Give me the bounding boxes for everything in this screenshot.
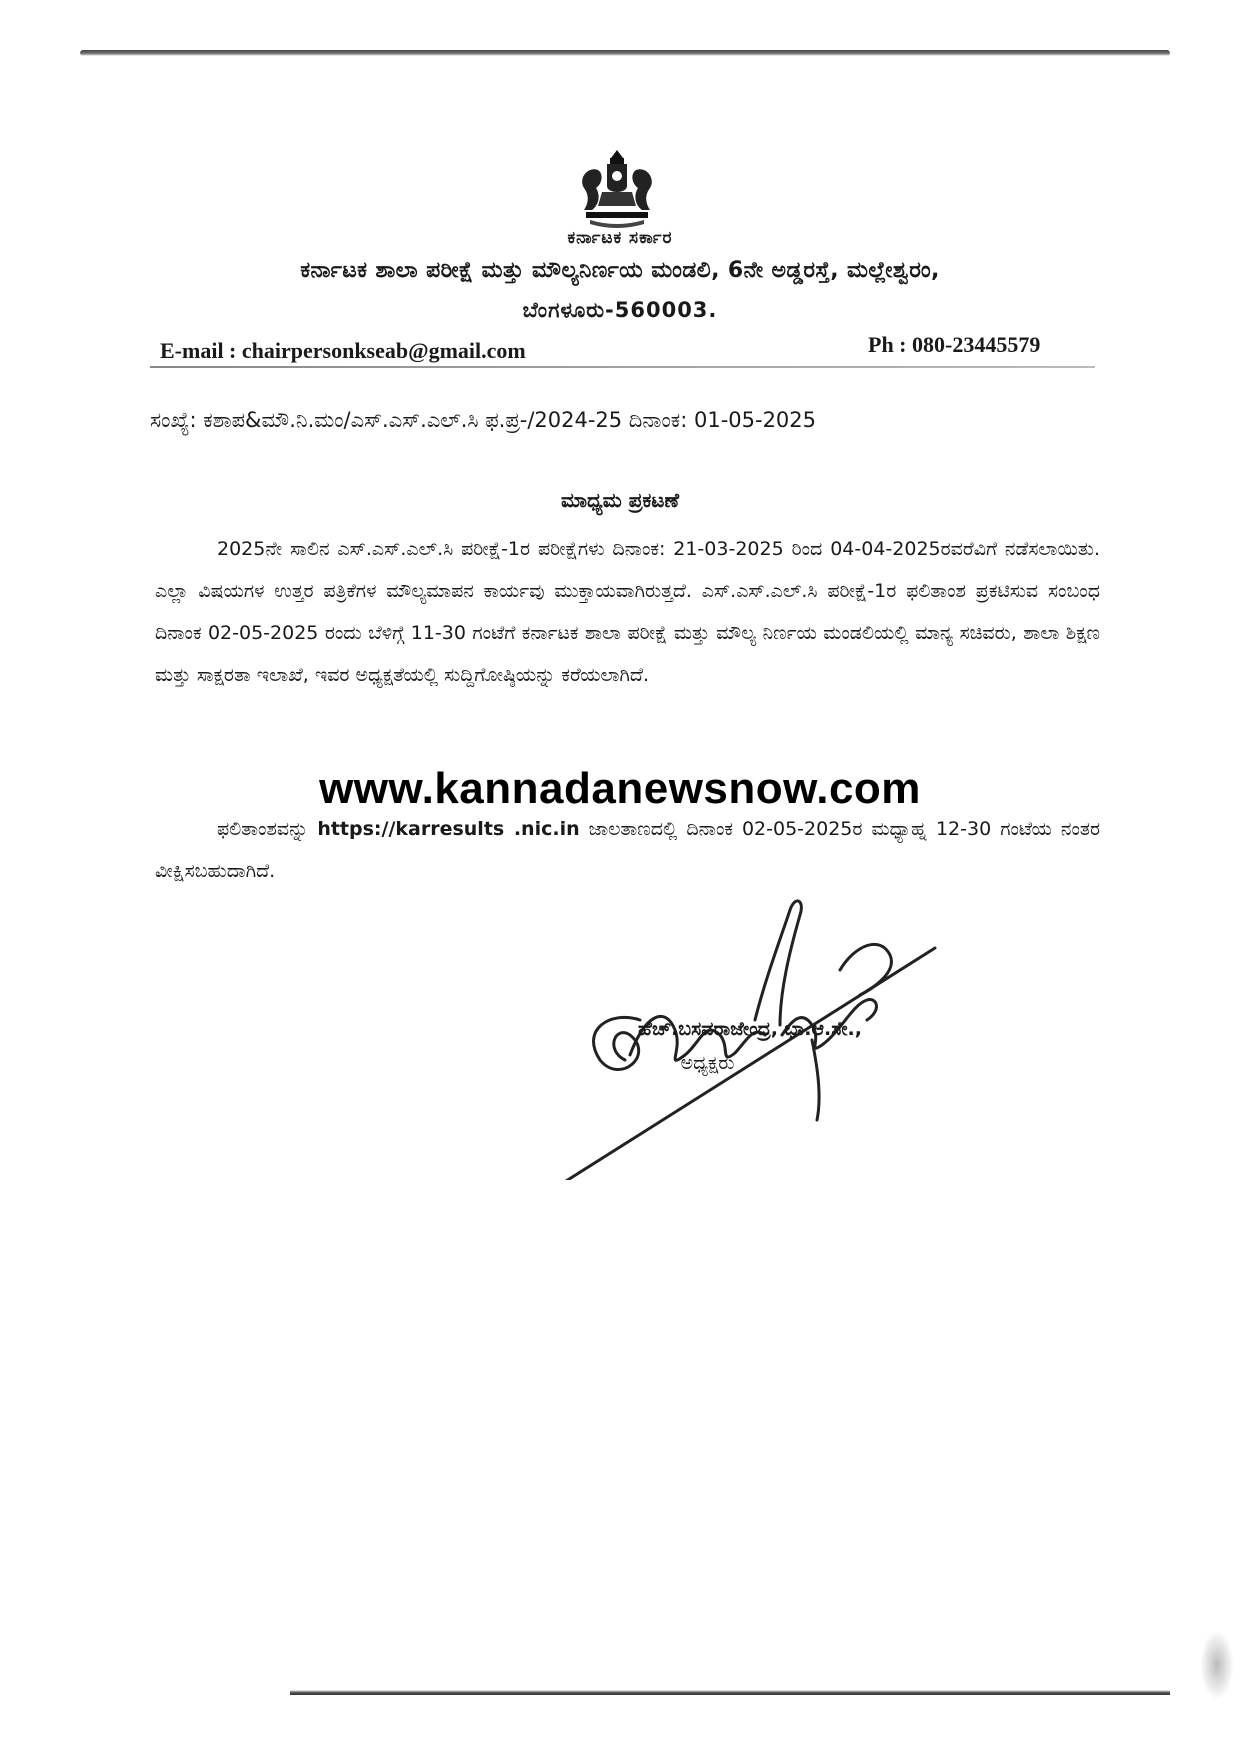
karnataka-emblem-icon <box>572 148 662 228</box>
email-contact: E-mail : chairpersonkseab@gmail.com <box>160 338 526 363</box>
signatory-name: ಹೆಚ್.ಬಸವರಾಜೇಂದ್ರ, ಭಾ.ಆ.ಸೇ., <box>638 1018 862 1040</box>
document-heading: ಮಾಧ್ಯಮ ಪ್ರಕಟಣೆ <box>560 488 680 512</box>
paragraph-1-text: 2025ನೇ ಸಾಲಿನ ಎಸ್.ಎಸ್.ಎಲ್.ಸಿ ಪರೀಕ್ಷೆ-1ರ ಪರೀಕ್ಷೆಗಳು ದಿನಾಂಕ: 21-03-2025 ರಿಂದ 04-04-2025ರವರೆವಿಗೆ ನಡೆಸಲಾಯಿತು. ಎಲ್ಲಾ ವಿಷಯಗಳ ಉತ್ತರ ಪತ್ರಿಕೆಗಳ ಮೌಲ್ಯಮಾಪನ ಕಾರ್ಯವು ಮುಕ್ತಾಯವಾಗಿರುತ್ತದೆ. ಎಸ್.ಎಸ್.ಎಲ್.ಸಿ ಪರೀಕ್ಷೆ-1ರ ಫಲಿತಾಂಶ ಪ್ರಕಟಿಸುವ ಸಂಬಂಧ ದಿನಾಂಕ 02-05-2025 ರಂದು ಬೆಳಿಗ್ಗೆ 11-30 ಗಂಟೆಗೆ ಕರ್ನಾಟಕ ಶಾಲಾ ಪರೀಕ್ಷೆ ಮತ್ತು ಮೌಲ್ಯ ನಿರ್ಣಯ ಮಂಡಲಿಯಲ್ಲಿ ಮಾನ್ಯ ಸಚಿವರು, ಶಾಲಾ ಶಿಕ್ಷಣ ಮತ್ತು ಸಾಕ್ಷರತಾ ಇಲಾಖೆ, ಇವರ ಅಧ್ಯಕ್ಷತೆಯಲ್ಲಿ ಸುದ್ದಿಗೋಷ್ಠಿಯನ್ನು ಕರೆಯಲಾಗಿದೆ. <box>155 538 1100 686</box>
paragraph-2-before: ಫಲಿತಾಂಶವನ್ನು <box>217 818 318 840</box>
body-paragraph-1 <box>155 528 1100 696</box>
board-city: ಬೆಂಗಳೂರು-560003. <box>522 298 718 322</box>
results-url: https://karresults .nic.in <box>317 818 580 840</box>
board-name-address: ಕರ್ನಾಟಕ ಶಾಲಾ ಪರೀಕ್ಷೆ ಮತ್ತು ಮೌಲ್ಯನಿರ್ಣಯ ಮಂಡಲಿ, 6ನೇ ಅಡ್ಡರಸ್ತೆ, ಮಲ್ಲೇಶ್ವರಂ, <box>300 258 940 283</box>
phone-contact: Ph : 080-23445579 <box>868 332 1041 357</box>
header-divider <box>150 366 1095 368</box>
government-name: ಕರ್ನಾಟಕ ಸರ್ಕಾರ <box>567 228 673 248</box>
watermark-url: www.kannadanewsnow.com <box>319 764 921 813</box>
handwritten-signature <box>520 850 1060 1180</box>
signatory-title: ಅಧ್ಯಕ್ಷರು <box>680 1052 735 1074</box>
scan-edge-bottom <box>290 1690 1170 1695</box>
scan-smudge <box>1200 1630 1234 1700</box>
paragraph-2-after: ಜಾಲತಾಣದಲ್ಲಿ ದಿನಾಂಕ 02-05-2025ರ ಮಧ್ಯಾಹ್ನ 12-30 ಗಂಟೆಯ ನಂತರ ವೀಕ್ಷಿಸಬಹುದಾಗಿದೆ. <box>155 818 1101 882</box>
scan-edge-top <box>80 50 1170 56</box>
reference-number-date: ಸಂಖ್ಯೆ: ಕಶಾಪ&ಮೌ.ನಿ.ಮಂ/ಎಸ್.ಎಸ್.ಎಲ್.ಸಿ ಫ.ಪ್ರ-/2024-25 ದಿನಾಂಕ: 01-05-2025 <box>150 408 817 432</box>
